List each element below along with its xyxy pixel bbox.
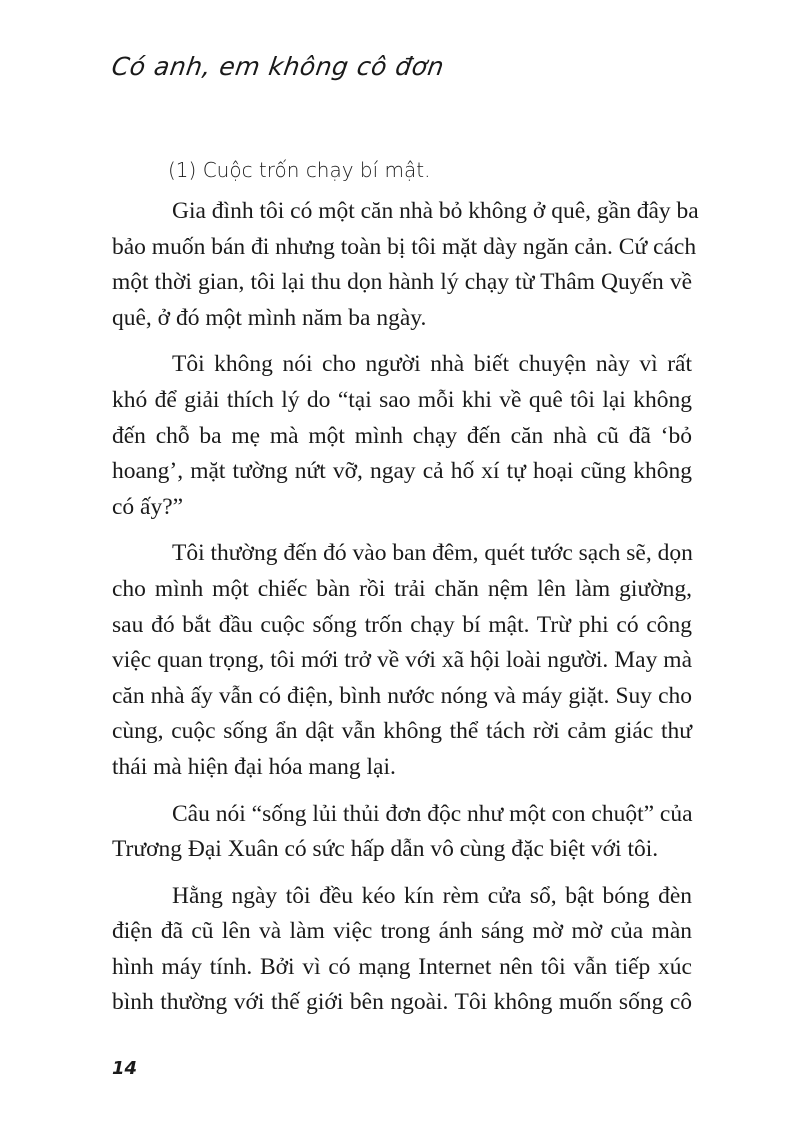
text-line: Trương Đại Xuân có sức hấp dẫn vô cùng đặc biệt với tôi.	[112, 836, 659, 863]
text-line: Câu nói “sống lủi thủi đơn độc như một con chuột” của	[172, 800, 693, 827]
text-line: Hằng ngày tôi đều kéo kín rèm cửa sổ, bật bóng đèn	[172, 882, 692, 909]
text-line: quê, ở đó một mình năm ba ngày.	[112, 304, 427, 331]
text-line: Tôi không nói cho người nhà biết chuyện này vì rất	[172, 351, 692, 378]
text-line: cùng, cuộc sống ẩn dật vẫn không thể tách rời cảm giác thư	[112, 718, 692, 745]
text-line: hoang’, mặt tường nứt vỡ, ngay cả hố xí tự hoại cũng không	[112, 458, 692, 485]
text-line: khó để giải thích lý do “tại sao mỗi khi về quê tôi lại không	[112, 386, 692, 413]
text-line: Gia đình tôi có một căn nhà bỏ không ở quê, gần đây ba	[172, 198, 699, 224]
paragraph	[112, 536, 692, 785]
text-line: việc quan trọng, tôi mới trở về với xã hội loài người. May mà	[112, 647, 692, 674]
body-text	[112, 194, 699, 1032]
text-line: Tôi thường đến đó vào ban đêm, quét tước sạch sẽ, dọn	[172, 540, 693, 567]
text-line: cho mình một chiếc bàn rồi trải chăn nệm lên làm giường,	[112, 575, 692, 602]
page-number: 14	[112, 1058, 138, 1079]
text-line: sau đó bắt đầu cuộc sống trốn chạy bí mật. Trừ phi có công	[112, 611, 692, 638]
paragraph	[112, 347, 692, 525]
text-line: có ấy?”	[112, 493, 184, 520]
text-line: bảo muốn bán đi nhưng toàn bị tôi mặt dày ngăn cản. Cứ cách	[112, 233, 697, 260]
text-line: điện đã cũ lên và làm việc trong ánh sáng mờ mờ của màn	[112, 918, 692, 945]
section-heading: (1) Cuộc trốn chạy bí mật.	[168, 158, 431, 182]
paragraph	[112, 879, 692, 1021]
paragraph	[112, 797, 692, 868]
text-line: đến chỗ ba mẹ mà một mình chạy đến căn nhà cũ đã ‘bỏ	[112, 422, 692, 449]
running-title: Có anh, em không cô đơn	[109, 52, 447, 81]
text-line: hình máy tính. Bởi vì có mạng Internet nên tôi vẫn tiếp xúc	[112, 953, 692, 980]
text-line: một thời gian, tôi lại thu dọn hành lý chạy từ Thâm Quyến về	[112, 269, 692, 296]
paragraph	[112, 194, 699, 336]
text-line: căn nhà ấy vẫn có điện, bình nước nóng và máy giặt. Suy cho	[112, 682, 692, 709]
text-line: thái mà hiện đại hóa mang lại.	[112, 753, 396, 780]
text-line: bình thường với thế giới bên ngoài. Tôi không muốn sống cô	[112, 989, 692, 1016]
